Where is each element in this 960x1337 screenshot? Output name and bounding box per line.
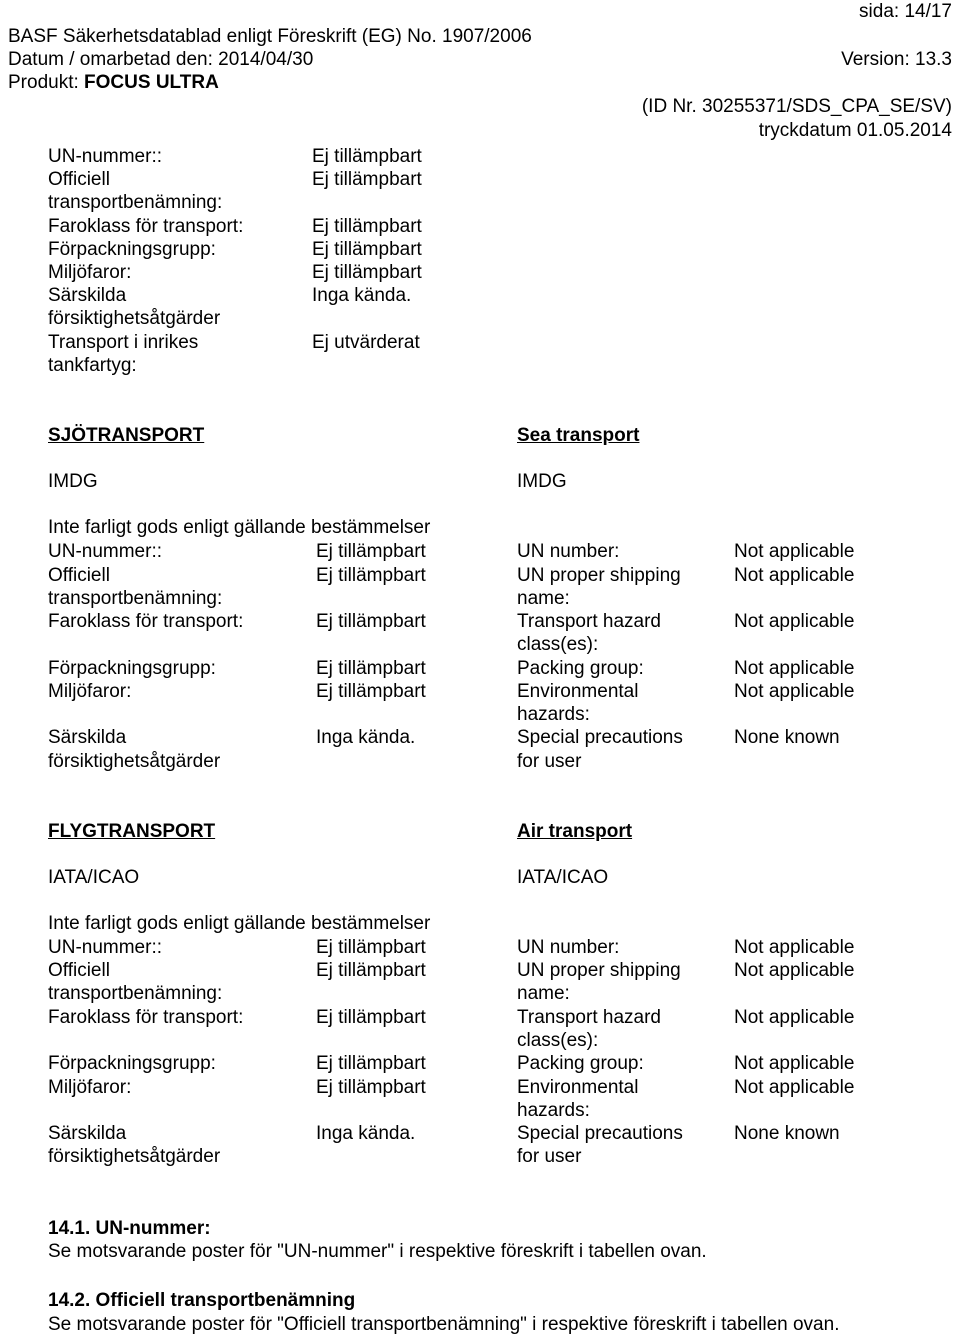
sea-title-en: Sea transport [517, 425, 640, 446]
sea-label-en: UN proper shipping [517, 565, 681, 586]
sea-value-sv: Ej tillämpbart [316, 541, 426, 562]
sea-value-en: None known [734, 727, 840, 748]
air-label-sv: Förpackningsgrupp: [48, 1053, 216, 1074]
air-label-en: name: [517, 983, 570, 1004]
air-code-sv: IATA/ICAO [48, 867, 140, 888]
sea-label-sv: Miljöfaror: [48, 681, 132, 702]
inland-label: transportbenämning: [48, 192, 223, 213]
inland-value: Ej utvärderat [312, 332, 420, 353]
sea-label-sv: Officiell [48, 565, 110, 586]
header-regulation: BASF Säkerhetsdatablad enligt Föreskrift (EG) No. 1907/2006 [8, 26, 532, 47]
sea-value-sv: Ej tillämpbart [316, 681, 426, 702]
inland-label: Faroklass för transport: [48, 216, 244, 237]
inland-label: tankfartyg: [48, 355, 137, 376]
air-value-en: Not applicable [734, 1053, 855, 1074]
page-number: sida: 14/17 [859, 1, 952, 22]
air-label-en: Transport hazard [517, 1007, 661, 1028]
air-label-en: Environmental [517, 1077, 639, 1098]
product-name: FOCUS ULTRA [84, 72, 219, 93]
sea-value-en: Not applicable [734, 541, 855, 562]
header-product [8, 71, 219, 94]
sea-label-en: name: [517, 588, 570, 609]
air-value-sv: Ej tillämpbart [316, 1007, 426, 1028]
sea-label-sv: Särskilda [48, 727, 127, 748]
air-value-en: Not applicable [734, 960, 855, 981]
inland-label: Särskilda [48, 285, 127, 306]
air-label-sv: transportbenämning: [48, 983, 223, 1004]
inland-label: Miljöfaror: [48, 262, 132, 283]
section-heading: 14.2. Officiell transportbenämning [48, 1290, 356, 1311]
air-value-en: Not applicable [734, 937, 855, 958]
air-value-sv: Ej tillämpbart [316, 937, 426, 958]
sea-value-sv: Ej tillämpbart [316, 611, 426, 632]
inland-value: Ej tillämpbart [312, 216, 422, 237]
inland-label: Officiell [48, 169, 110, 190]
air-title-en: Air transport [517, 821, 633, 842]
product-label: Produkt: [8, 72, 79, 93]
air-value-sv: Ej tillämpbart [316, 960, 426, 981]
air-label-en: UN number: [517, 937, 620, 958]
sea-label-en: class(es): [517, 634, 599, 655]
air-label-sv: försiktighetsåtgärder [48, 1146, 221, 1167]
air-label-en: Special precautions [517, 1123, 683, 1144]
air-title-sv: FLYGTRANSPORT [48, 821, 216, 842]
air-label-en: for user [517, 1146, 582, 1167]
inland-value: Ej tillämpbart [312, 239, 422, 260]
sea-label-sv: UN-nummer:: [48, 541, 163, 562]
section-text: Se motsvarande poster för "Officiell transportbenämning" i respektive föreskrift i tabellen ovan. [48, 1314, 840, 1335]
inland-value: Ej tillämpbart [312, 169, 422, 190]
sea-label-sv: försiktighetsåtgärder [48, 751, 221, 772]
sea-code-sv: IMDG [48, 471, 98, 492]
sea-value-en: Not applicable [734, 658, 855, 679]
air-label-sv: Miljöfaror: [48, 1077, 132, 1098]
inland-value: Inga kända. [312, 285, 412, 306]
sea-label-en: for user [517, 751, 582, 772]
air-value-en: Not applicable [734, 1007, 855, 1028]
sea-label-en: UN number: [517, 541, 620, 562]
inland-label: försiktighetsåtgärder [48, 308, 221, 329]
sea-label-en: Environmental [517, 681, 639, 702]
sea-label-sv: Faroklass för transport: [48, 611, 244, 632]
air-value-sv: Ej tillämpbart [316, 1077, 426, 1098]
sea-value-en: Not applicable [734, 681, 855, 702]
header-id: (ID Nr. 30255371/SDS_CPA_SE/SV) [641, 96, 952, 117]
sea-value-en: Not applicable [734, 565, 855, 586]
sea-value-sv: Inga kända. [316, 727, 416, 748]
air-code-en: IATA/ICAO [517, 867, 609, 888]
air-label-en: class(es): [517, 1030, 599, 1051]
air-value-en: Not applicable [734, 1077, 855, 1098]
section-heading: 14.1. UN-nummer: [48, 1218, 211, 1239]
inland-value: Ej tillämpbart [312, 146, 422, 167]
air-label-sv: Faroklass för transport: [48, 1007, 244, 1028]
header-print-date: tryckdatum 01.05.2014 [758, 120, 952, 141]
sea-value-sv: Ej tillämpbart [316, 565, 426, 586]
sea-label-en: Special precautions [517, 727, 683, 748]
air-label-sv: UN-nummer:: [48, 937, 163, 958]
sea-label-sv: transportbenämning: [48, 588, 223, 609]
air-value-sv: Inga kända. [316, 1123, 416, 1144]
sea-value-sv: Ej tillämpbart [316, 658, 426, 679]
section-text: Se motsvarande poster för "UN-nummer" i respektive föreskrift i tabellen ovan. [48, 1241, 707, 1262]
sea-note: Inte farligt gods enligt gällande bestämmelser [48, 517, 431, 538]
sea-label-sv: Förpackningsgrupp: [48, 658, 216, 679]
sea-label-en: hazards: [517, 704, 590, 725]
air-label-en: UN proper shipping [517, 960, 681, 981]
header-date: Datum / omarbetad den: 2014/04/30 [8, 49, 314, 70]
air-value-en: None known [734, 1123, 840, 1144]
air-label-sv: Särskilda [48, 1123, 127, 1144]
sea-label-en: Transport hazard [517, 611, 661, 632]
air-label-en: hazards: [517, 1100, 590, 1121]
header-version: Version: 13.3 [841, 49, 952, 70]
sea-label-en: Packing group: [517, 658, 644, 679]
air-label-sv: Officiell [48, 960, 110, 981]
air-note: Inte farligt gods enligt gällande bestämmelser [48, 913, 431, 934]
inland-label: UN-nummer:: [48, 146, 163, 167]
sea-title-sv: SJÖTRANSPORT [48, 425, 205, 446]
inland-value: Ej tillämpbart [312, 262, 422, 283]
inland-label: Transport i inrikes [48, 332, 199, 353]
sea-value-en: Not applicable [734, 611, 855, 632]
air-value-sv: Ej tillämpbart [316, 1053, 426, 1074]
inland-label: Förpackningsgrupp: [48, 239, 216, 260]
air-label-en: Packing group: [517, 1053, 644, 1074]
sea-code-en: IMDG [517, 471, 567, 492]
